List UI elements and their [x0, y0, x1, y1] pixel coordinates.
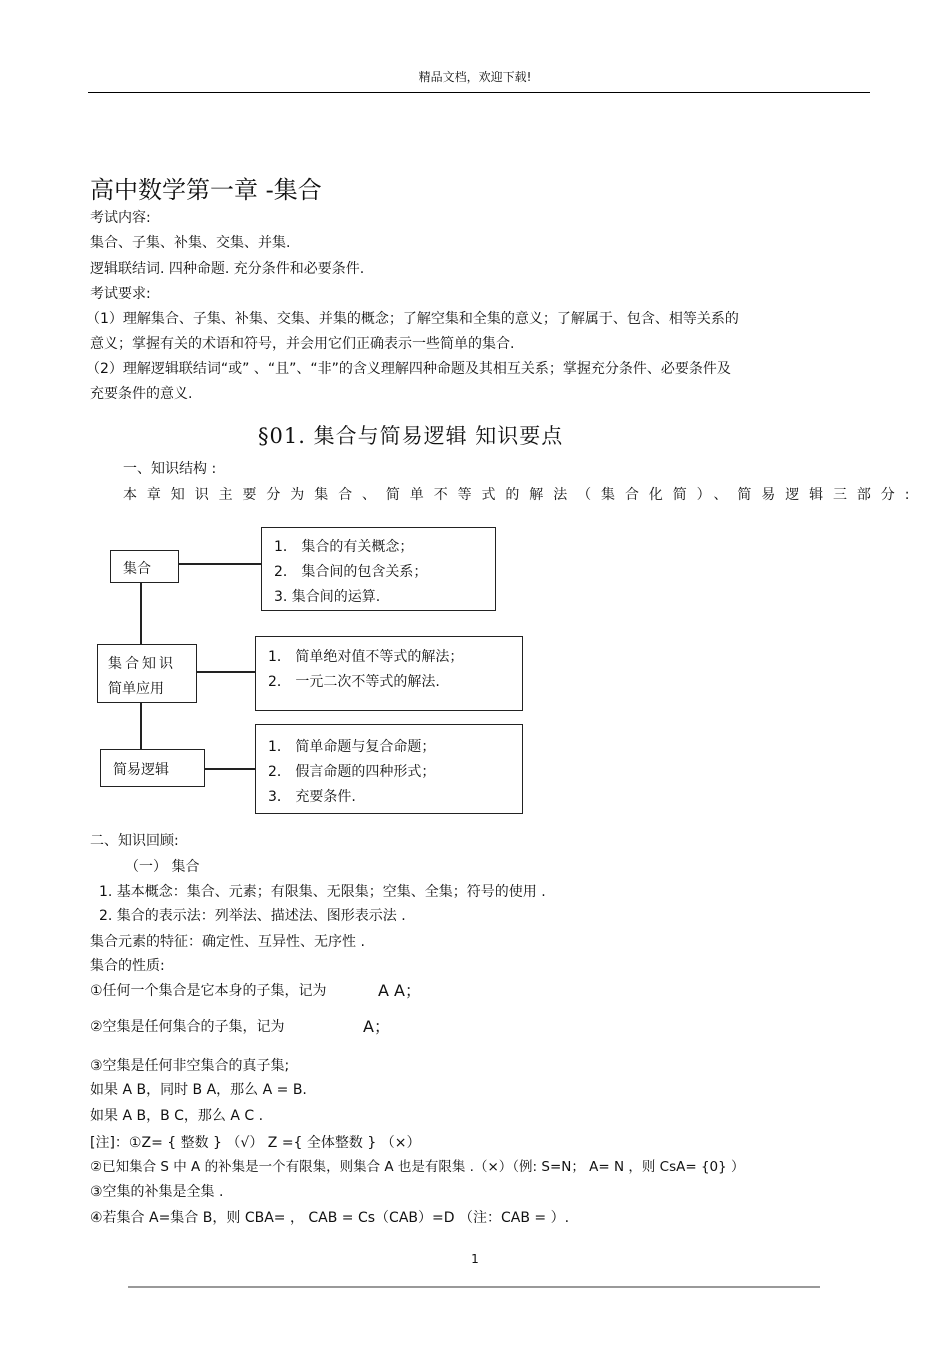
- node-label: 简易逻辑: [113, 762, 169, 778]
- box-item: 1． 集合的有关概念；: [274, 539, 414, 555]
- box-item: 2． 假言命题的四种形式；: [268, 764, 436, 780]
- review-line: [注]：①Z= { 整数 } （√） Z ={ 全体整数 } （×）: [90, 1135, 421, 1151]
- box-item: 2． 集合间的包含关系；: [274, 564, 428, 580]
- node-label: 集合: [123, 561, 151, 577]
- node-logic: [100, 749, 205, 787]
- section-title: §01. 集合与简易逻辑 知识要点: [258, 424, 564, 448]
- review-line: 集合的性质:: [90, 958, 165, 974]
- header-rule: [88, 92, 870, 93]
- review-heading: 二、知识回顾:: [90, 833, 179, 849]
- box-logic-topics: [255, 724, 523, 814]
- node-label: 简单应用: [108, 681, 164, 697]
- review-line: 集合元素的特征：确定性、互异性、无序性 .: [90, 934, 365, 950]
- review-line: ①任何一个集合是它本身的子集，记为: [90, 983, 327, 999]
- intro-line: 考试要求:: [90, 286, 151, 302]
- connector: [204, 768, 256, 770]
- structure-heading: 一、知识结构 :: [123, 461, 217, 477]
- connector: [140, 582, 142, 644]
- review-line: 2. 集合的表示法：列举法、描述法、图形表示法 .: [99, 908, 406, 924]
- node-label: 集合知识: [108, 656, 176, 672]
- box-item: 3． 充要条件.: [268, 789, 356, 805]
- box-item: 3. 集合间的运算.: [274, 589, 381, 605]
- page-number: 1: [471, 1252, 479, 1266]
- intro-line: 集合、子集、补集、交集、并集.: [90, 235, 291, 251]
- review-line: ②已知集合 S 中 A 的补集是一个有限集，则集合 A 也是有限集 .（×）（例: S=N； A= N ，则 CsA= {0} ）: [90, 1159, 745, 1175]
- review-line: 如果 A B，同时 B A，那么 A = B.: [90, 1082, 307, 1098]
- footer-rule: [128, 1286, 820, 1288]
- review-line: ②空集是任何集合的子集，记为: [90, 1019, 285, 1035]
- review-line: ③空集的补集是全集 .: [90, 1184, 224, 1200]
- box-item: 1． 简单命题与复合命题；: [268, 739, 436, 755]
- connector: [140, 702, 142, 750]
- box-item: 2． 一元二次不等式的解法.: [268, 674, 440, 690]
- review-line: ④若集合 A=集合 B，则 CBA= ， CAB = Cs（CAB）=D （注：CAB = ）.: [90, 1210, 570, 1226]
- review-formula: A；: [363, 1017, 390, 1036]
- review-line: ③空集是任何非空集合的真子集;: [90, 1058, 290, 1074]
- structure-description: 本章知识主要分为集合、简单不等式的解法（集合化简）、简易逻辑三部分:: [123, 487, 920, 503]
- connector: [196, 671, 256, 673]
- box-item: 1． 简单绝对值不等式的解法；: [268, 649, 464, 665]
- box-set-topics: [261, 527, 496, 611]
- node-application: [97, 644, 197, 703]
- review-line: 如果 A B，B C，那么 A C .: [90, 1108, 264, 1124]
- intro-line: （2）理解逻辑联结词“或” 、“且”、“非”的含义理解四种命题及其相互关系；掌握充分条件、必要条件及: [86, 361, 731, 377]
- document-title: 高中数学第一章 -集合: [90, 176, 322, 204]
- intro-line: 充要条件的意义.: [90, 386, 193, 402]
- connector: [178, 563, 262, 565]
- intro-line: （1）理解集合、子集、补集、交集、并集的概念；了解空集和全集的意义；了解属于、包含、相等关系的: [86, 311, 739, 327]
- box-inequality-topics: [255, 636, 523, 711]
- page-header: 精品文档，欢迎下载!: [418, 70, 532, 84]
- intro-line: 意义；掌握有关的术语和符号，并会用它们正确表示一些简单的集合.: [90, 336, 515, 352]
- review-subheading: （一） 集合: [125, 859, 200, 875]
- intro-line: 考试内容:: [90, 210, 151, 226]
- review-formula: A A；: [378, 981, 421, 1000]
- node-set: [110, 550, 179, 583]
- intro-line: 逻辑联结词. 四种命题. 充分条件和必要条件.: [90, 261, 365, 277]
- review-line: 1. 基本概念：集合、元素；有限集、无限集；空集、全集；符号的使用 .: [99, 884, 546, 900]
